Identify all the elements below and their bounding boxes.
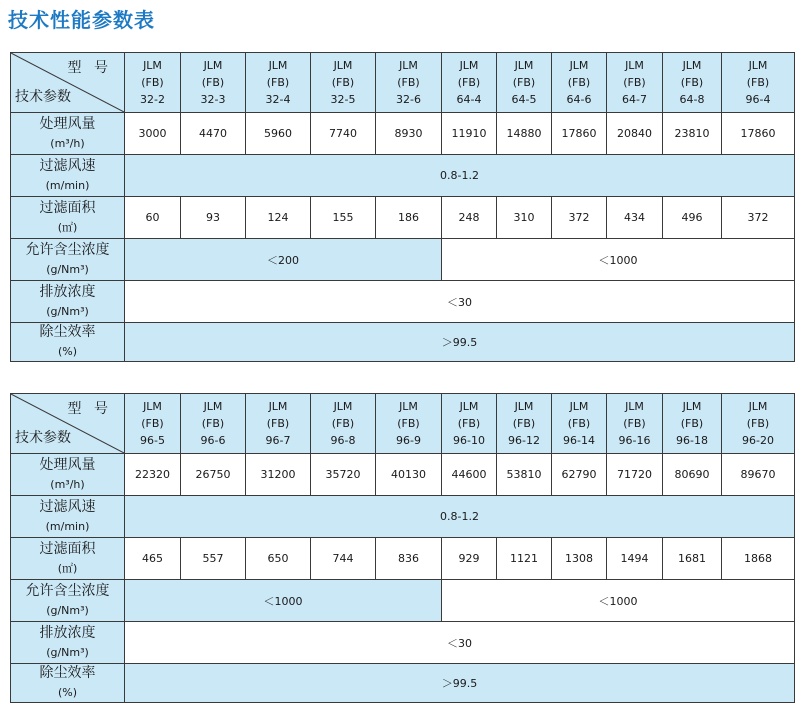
row-emission xyxy=(11,281,795,323)
model-name-line: (FB) xyxy=(201,76,225,89)
airflow-value-cell: 3000 xyxy=(125,113,181,155)
row-label-text: 过滤面积 xyxy=(39,540,96,557)
header-row xyxy=(11,394,795,454)
row-label-text: 排放浓度 xyxy=(39,283,96,300)
model-name-line: 64-8 xyxy=(679,93,705,106)
model-name-line: JLM xyxy=(143,59,162,72)
row-label-airflow xyxy=(11,454,125,496)
row-label-text: 除尘效率 xyxy=(39,324,96,340)
model-name-line: JLM xyxy=(203,59,223,72)
model-name-line: 64-6 xyxy=(566,93,592,106)
model-header xyxy=(246,53,311,113)
model-name-line: 96-4 xyxy=(745,93,771,106)
area-value-cell: 836 xyxy=(376,538,442,580)
model-name-line: JLM xyxy=(268,59,288,72)
airflow-value-cell: 23810 xyxy=(663,113,722,155)
corner-param-label: 技术参数 xyxy=(15,89,71,105)
area-value-cell: 124 xyxy=(246,197,311,239)
airflow-value-cell: 17860 xyxy=(722,113,795,155)
row-unit-text: (m³/h) xyxy=(50,136,85,150)
corner-cell xyxy=(11,394,125,454)
row-label-text: 允许含尘浓度 xyxy=(25,582,110,599)
model-name-line: 32-2 xyxy=(140,93,165,106)
model-name-line: (FB) xyxy=(746,417,770,430)
model-header xyxy=(607,394,663,454)
model-name-line: 64-4 xyxy=(456,93,482,106)
model-header xyxy=(311,394,376,454)
velocity-value-cell: 0.8-1.2 xyxy=(125,496,795,538)
corner-cell xyxy=(11,53,125,113)
row-unit-text: (㎡) xyxy=(57,220,78,234)
area-value-cell: 186 xyxy=(376,197,442,239)
row-label-dust xyxy=(11,239,125,281)
model-name-line: 96-12 xyxy=(508,434,540,447)
model-header xyxy=(125,394,181,454)
area-value-cell: 155 xyxy=(311,197,376,239)
model-name-line: (FB) xyxy=(331,417,355,430)
airflow-value-cell: 8930 xyxy=(376,113,442,155)
model-name-line: JLM xyxy=(682,400,702,413)
model-name-line: (FB) xyxy=(567,76,591,89)
model-name-line: (FB) xyxy=(512,417,536,430)
model-header xyxy=(181,53,246,113)
corner-model-label: 型 号 xyxy=(67,401,112,417)
row-unit-text: (%) xyxy=(57,345,78,358)
row-label-airflow xyxy=(11,113,125,155)
model-name-line: (FB) xyxy=(567,417,591,430)
airflow-value-cell: 11910 xyxy=(442,113,497,155)
model-name-line: JLM xyxy=(682,59,702,72)
row-label-text: 过滤风速 xyxy=(39,157,96,174)
model-header xyxy=(181,394,246,454)
model-header xyxy=(663,394,722,454)
model-name-line: (FB) xyxy=(623,76,646,89)
model-name-line: JLM xyxy=(143,400,162,413)
model-name-line: (FB) xyxy=(141,417,164,430)
airflow-value-cell: 80690 xyxy=(663,454,722,496)
area-value-cell: 557 xyxy=(181,538,246,580)
model-name-line: 96-7 xyxy=(265,434,291,447)
row-dust xyxy=(11,580,795,622)
model-name-line: (FB) xyxy=(266,76,290,89)
model-name-line: (FB) xyxy=(457,76,481,89)
model-name-line: (FB) xyxy=(623,417,646,430)
model-name-line: (FB) xyxy=(457,417,481,430)
row-efficiency xyxy=(11,664,795,703)
model-header xyxy=(722,53,795,113)
model-name-line: 96-20 xyxy=(742,434,774,447)
row-airflow xyxy=(11,454,795,496)
row-unit-text: (g/Nm³) xyxy=(46,304,89,318)
airflow-value-cell: 7740 xyxy=(311,113,376,155)
airflow-value-cell: 31200 xyxy=(246,454,311,496)
airflow-value-cell: 89670 xyxy=(722,454,795,496)
model-name-line: 96-14 xyxy=(563,434,595,447)
row-label-text: 过滤面积 xyxy=(39,199,96,216)
model-name-line: JLM xyxy=(625,400,644,413)
model-name-line: 96-16 xyxy=(618,434,651,447)
area-value-cell: 1868 xyxy=(722,538,795,580)
row-velocity xyxy=(11,496,795,538)
row-airflow xyxy=(11,113,795,155)
page-title: 技术性能参数表 xyxy=(8,8,155,32)
model-header xyxy=(311,53,376,113)
row-unit-text: (m³/h) xyxy=(50,477,85,491)
dust-right-value-cell: ＜1000 xyxy=(442,580,795,622)
row-unit-text: (m/min) xyxy=(45,519,90,533)
model-name-line: (FB) xyxy=(331,76,355,89)
efficiency-value-cell: ＞99.5 xyxy=(125,323,795,362)
model-name-line: 32-4 xyxy=(265,93,291,106)
airflow-value-cell: 44600 xyxy=(442,454,497,496)
model-name-line: 96-8 xyxy=(330,434,356,447)
model-name-line: 32-6 xyxy=(396,93,421,106)
model-name-line: JLM xyxy=(459,400,479,413)
model-name-line: JLM xyxy=(333,400,353,413)
emission-value-cell: ＜30 xyxy=(125,622,795,664)
area-value-cell: 434 xyxy=(607,197,663,239)
area-value-cell: 1681 xyxy=(663,538,722,580)
model-name-line: JLM xyxy=(569,400,589,413)
row-unit-text: (g/Nm³) xyxy=(46,262,89,276)
row-label-text: 允许含尘浓度 xyxy=(25,241,110,258)
row-unit-text: (g/Nm³) xyxy=(46,645,89,659)
row-label-velocity xyxy=(11,496,125,538)
model-header xyxy=(125,53,181,113)
model-name-line: (FB) xyxy=(680,76,704,89)
row-label-velocity xyxy=(11,155,125,197)
airflow-value-cell: 5960 xyxy=(246,113,311,155)
area-value-cell: 60 xyxy=(125,197,181,239)
model-header xyxy=(246,394,311,454)
model-name-line: (FB) xyxy=(680,417,704,430)
corner-param-label: 技术参数 xyxy=(15,430,71,446)
row-unit-text: (m/min) xyxy=(45,178,90,192)
model-name-line: 32-5 xyxy=(330,93,356,106)
model-header xyxy=(663,53,722,113)
model-header xyxy=(607,53,663,113)
model-name-line: 96-10 xyxy=(453,434,485,447)
row-unit-text: (g/Nm³) xyxy=(46,603,89,617)
row-area xyxy=(11,197,795,239)
model-header xyxy=(722,394,795,454)
dust-right-value-cell: ＜1000 xyxy=(442,239,795,281)
model-name-line: JLM xyxy=(514,400,534,413)
emission-value-cell: ＜30 xyxy=(125,281,795,323)
area-value-cell: 465 xyxy=(125,538,181,580)
model-header xyxy=(442,394,497,454)
spec-table-2 xyxy=(10,393,795,703)
model-name-line: JLM xyxy=(459,59,479,72)
model-name-line: 96-5 xyxy=(140,434,165,447)
airflow-value-cell: 71720 xyxy=(607,454,663,496)
row-area xyxy=(11,538,795,580)
model-name-line: (FB) xyxy=(141,76,164,89)
model-header xyxy=(442,53,497,113)
area-value-cell: 248 xyxy=(442,197,497,239)
row-label-text: 过滤风速 xyxy=(39,498,96,515)
area-value-cell: 650 xyxy=(246,538,311,580)
area-value-cell: 929 xyxy=(442,538,497,580)
model-name-line: 96-18 xyxy=(676,434,708,447)
model-name-line: JLM xyxy=(748,59,768,72)
model-header xyxy=(376,394,442,454)
dust-left-value-cell: ＜200 xyxy=(125,239,442,281)
row-efficiency xyxy=(11,323,795,362)
model-header xyxy=(376,53,442,113)
model-name-line: 64-7 xyxy=(622,93,647,106)
model-name-line: (FB) xyxy=(397,417,420,430)
model-header xyxy=(497,53,552,113)
model-name-line: JLM xyxy=(203,400,223,413)
model-name-line: (FB) xyxy=(512,76,536,89)
model-name-line: JLM xyxy=(625,59,644,72)
area-value-cell: 1494 xyxy=(607,538,663,580)
area-value-cell: 496 xyxy=(663,197,722,239)
model-header xyxy=(552,394,607,454)
model-name-line: (FB) xyxy=(266,417,290,430)
airflow-value-cell: 4470 xyxy=(181,113,246,155)
row-emission xyxy=(11,622,795,664)
row-velocity xyxy=(11,155,795,197)
model-name-line: JLM xyxy=(748,400,768,413)
model-name-line: JLM xyxy=(569,59,589,72)
model-name-line: (FB) xyxy=(201,417,225,430)
model-name-line: JLM xyxy=(333,59,353,72)
row-label-efficiency xyxy=(11,664,125,703)
airflow-value-cell: 20840 xyxy=(607,113,663,155)
airflow-value-cell: 22320 xyxy=(125,454,181,496)
model-name-line: JLM xyxy=(268,400,288,413)
corner-model-label: 型 号 xyxy=(67,60,112,76)
model-name-line: 32-3 xyxy=(200,93,226,106)
model-header xyxy=(552,53,607,113)
efficiency-value-cell: ＞99.5 xyxy=(125,664,795,703)
velocity-value-cell: 0.8-1.2 xyxy=(125,155,795,197)
spec-table-1 xyxy=(10,52,795,362)
area-value-cell: 372 xyxy=(552,197,607,239)
model-name-line: (FB) xyxy=(746,76,770,89)
model-header xyxy=(497,394,552,454)
model-name-line: 64-5 xyxy=(511,93,537,106)
area-value-cell: 1308 xyxy=(552,538,607,580)
airflow-value-cell: 35720 xyxy=(311,454,376,496)
airflow-value-cell: 53810 xyxy=(497,454,552,496)
row-label-area xyxy=(11,197,125,239)
area-value-cell: 310 xyxy=(497,197,552,239)
area-value-cell: 93 xyxy=(181,197,246,239)
model-name-line: 96-9 xyxy=(396,434,421,447)
row-label-text: 排放浓度 xyxy=(39,624,96,641)
airflow-value-cell: 14880 xyxy=(497,113,552,155)
row-label-emission xyxy=(11,622,125,664)
row-label-efficiency xyxy=(11,323,125,362)
row-label-area xyxy=(11,538,125,580)
row-unit-text: (%) xyxy=(57,686,78,699)
model-name-line: (FB) xyxy=(397,76,420,89)
airflow-value-cell: 17860 xyxy=(552,113,607,155)
area-value-cell: 744 xyxy=(311,538,376,580)
model-name-line: JLM xyxy=(514,59,534,72)
row-label-emission xyxy=(11,281,125,323)
area-value-cell: 1121 xyxy=(497,538,552,580)
area-value-cell: 372 xyxy=(722,197,795,239)
row-label-text: 处理风量 xyxy=(39,115,96,132)
airflow-value-cell: 26750 xyxy=(181,454,246,496)
row-dust xyxy=(11,239,795,281)
model-name-line: JLM xyxy=(399,59,418,72)
row-unit-text: (㎡) xyxy=(57,561,78,575)
row-label-text: 处理风量 xyxy=(39,456,96,473)
dust-left-value-cell: ＜1000 xyxy=(125,580,442,622)
model-name-line: JLM xyxy=(399,400,418,413)
model-name-line: 96-6 xyxy=(200,434,226,447)
row-label-dust xyxy=(11,580,125,622)
header-row xyxy=(11,53,795,113)
airflow-value-cell: 40130 xyxy=(376,454,442,496)
airflow-value-cell: 62790 xyxy=(552,454,607,496)
row-label-text: 除尘效率 xyxy=(39,665,96,681)
